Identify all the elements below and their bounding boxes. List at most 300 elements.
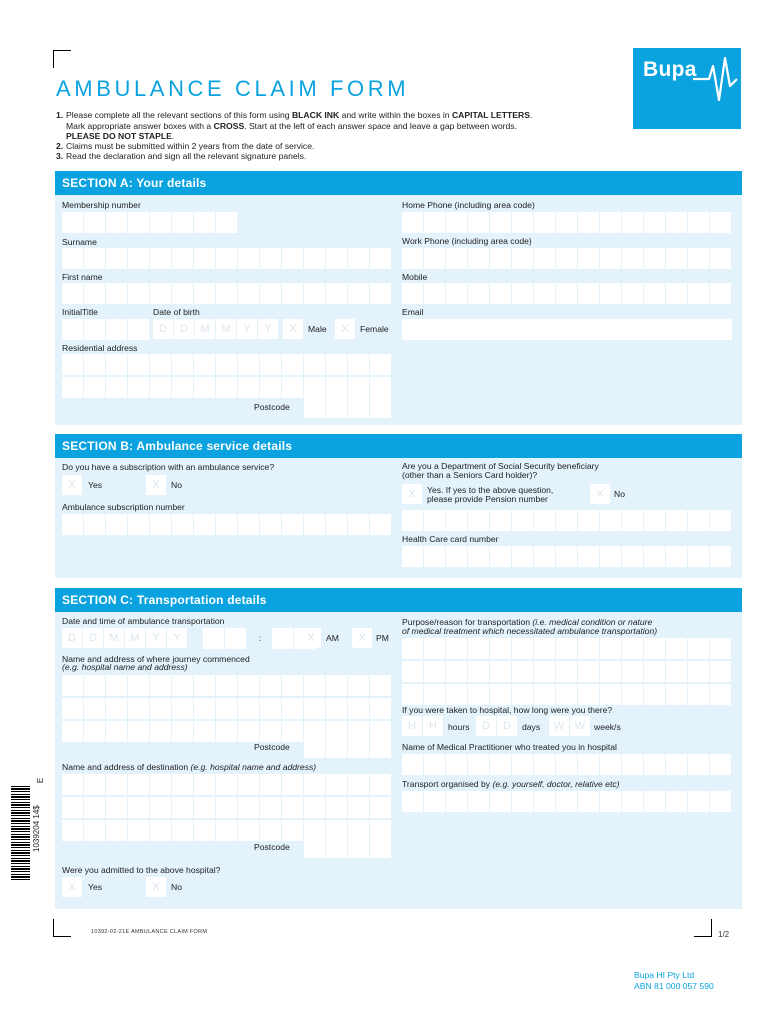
char-box[interactable] [578, 546, 600, 567]
char-box[interactable] [282, 354, 304, 375]
char-box[interactable] [194, 514, 216, 535]
char-box[interactable] [128, 377, 150, 398]
female-checkbox[interactable]: X [335, 319, 355, 339]
char-box[interactable] [348, 354, 370, 375]
char-box[interactable] [194, 283, 216, 304]
char-box[interactable] [194, 698, 216, 719]
char-box[interactable] [622, 546, 644, 567]
char-box[interactable] [402, 754, 424, 775]
char-box[interactable] [150, 514, 172, 535]
date-char-box[interactable]: D [62, 628, 82, 648]
char-box[interactable] [304, 248, 326, 269]
char-box[interactable] [688, 248, 710, 269]
char-box[interactable] [600, 248, 622, 269]
char-box[interactable] [688, 754, 710, 775]
char-box[interactable] [225, 628, 247, 649]
char-box[interactable] [84, 675, 106, 696]
char-box[interactable] [512, 248, 534, 269]
char-box[interactable] [688, 791, 710, 812]
char-box[interactable] [370, 397, 392, 418]
char-box[interactable] [644, 684, 666, 705]
char-box[interactable] [128, 820, 150, 841]
char-box[interactable] [106, 354, 128, 375]
char-box[interactable] [666, 754, 688, 775]
char-box[interactable] [150, 354, 172, 375]
residential-line-2[interactable] [62, 377, 392, 398]
char-box[interactable] [644, 754, 666, 775]
char-box[interactable] [348, 514, 370, 535]
char-box[interactable] [512, 638, 534, 659]
char-box[interactable] [238, 698, 260, 719]
char-box[interactable] [216, 698, 238, 719]
char-box[interactable] [622, 661, 644, 682]
char-box[interactable] [238, 377, 260, 398]
char-box[interactable] [402, 684, 424, 705]
char-box[interactable] [424, 754, 446, 775]
am-checkbox[interactable]: X [301, 628, 321, 648]
char-box[interactable] [216, 354, 238, 375]
char-box[interactable] [600, 212, 622, 233]
char-box[interactable] [326, 514, 348, 535]
char-box[interactable] [688, 283, 710, 304]
char-box[interactable] [468, 754, 490, 775]
char-box[interactable] [62, 774, 84, 795]
char-box[interactable] [446, 638, 468, 659]
char-box[interactable] [84, 283, 106, 304]
char-box[interactable] [556, 546, 578, 567]
char-box[interactable] [468, 248, 490, 269]
char-box[interactable] [534, 546, 556, 567]
char-box[interactable] [84, 319, 106, 340]
char-box[interactable] [128, 212, 150, 233]
char-box[interactable] [84, 698, 106, 719]
char-box[interactable] [84, 248, 106, 269]
char-box[interactable] [688, 638, 710, 659]
char-box[interactable] [468, 283, 490, 304]
char-box[interactable] [150, 212, 172, 233]
char-box[interactable] [128, 774, 150, 795]
char-box[interactable] [62, 514, 84, 535]
char-box[interactable] [512, 283, 534, 304]
email-field[interactable] [402, 319, 732, 340]
pm-checkbox[interactable]: X [352, 628, 372, 648]
char-box[interactable] [282, 698, 304, 719]
char-box[interactable] [304, 397, 326, 418]
char-box[interactable] [370, 514, 392, 535]
char-box[interactable] [424, 283, 446, 304]
char-box[interactable] [238, 248, 260, 269]
char-box[interactable] [424, 684, 446, 705]
char-box[interactable] [194, 377, 216, 398]
origin-line-2[interactable] [62, 698, 392, 719]
char-box[interactable] [62, 820, 84, 841]
char-box[interactable] [62, 248, 84, 269]
char-box[interactable] [490, 638, 512, 659]
char-box[interactable] [260, 721, 282, 742]
char-box[interactable] [424, 510, 446, 531]
char-box[interactable] [534, 510, 556, 531]
char-box[interactable] [84, 212, 106, 233]
char-box[interactable] [534, 791, 556, 812]
weeks-box-1[interactable]: W [549, 716, 569, 736]
char-box[interactable] [556, 510, 578, 531]
date-char-box[interactable]: M [216, 319, 236, 339]
char-box[interactable] [666, 791, 688, 812]
char-box[interactable] [128, 354, 150, 375]
char-box[interactable] [402, 638, 424, 659]
char-box[interactable] [106, 698, 128, 719]
char-box[interactable] [238, 675, 260, 696]
membership-field[interactable] [62, 212, 238, 233]
purpose-line-1[interactable] [402, 638, 732, 659]
char-box[interactable] [644, 283, 666, 304]
char-box[interactable] [370, 797, 392, 818]
char-box[interactable] [710, 283, 732, 304]
char-box[interactable] [238, 283, 260, 304]
char-box[interactable] [172, 774, 194, 795]
char-box[interactable] [260, 820, 282, 841]
date-char-box[interactable]: Y [237, 319, 257, 339]
char-box[interactable] [260, 514, 282, 535]
char-box[interactable] [282, 377, 304, 398]
char-box[interactable] [62, 698, 84, 719]
char-box[interactable] [304, 837, 326, 858]
char-box[interactable] [260, 248, 282, 269]
date-char-box[interactable]: D [174, 319, 194, 339]
char-box[interactable] [468, 791, 490, 812]
char-box[interactable] [578, 638, 600, 659]
char-box[interactable] [600, 754, 622, 775]
char-box[interactable] [556, 754, 578, 775]
char-box[interactable] [326, 737, 348, 758]
char-box[interactable] [710, 212, 732, 233]
char-box[interactable] [446, 283, 468, 304]
destination-line-1[interactable] [62, 774, 392, 795]
char-box[interactable] [238, 820, 260, 841]
char-box[interactable] [534, 684, 556, 705]
char-box[interactable] [128, 514, 150, 535]
char-box[interactable] [282, 774, 304, 795]
char-box[interactable] [106, 283, 128, 304]
health-card-field[interactable] [402, 546, 732, 567]
date-char-box[interactable]: D [153, 319, 173, 339]
char-box[interactable] [238, 354, 260, 375]
char-box[interactable] [216, 774, 238, 795]
char-box[interactable] [666, 510, 688, 531]
char-box[interactable] [370, 774, 392, 795]
char-box[interactable] [62, 319, 84, 340]
char-box[interactable] [490, 510, 512, 531]
char-box[interactable] [260, 354, 282, 375]
char-box[interactable] [106, 721, 128, 742]
char-box[interactable] [446, 248, 468, 269]
admitted-no-checkbox[interactable]: X [146, 877, 166, 897]
char-box[interactable] [370, 283, 392, 304]
pension-number-field[interactable] [402, 510, 732, 531]
char-box[interactable] [203, 628, 225, 649]
char-box[interactable] [216, 212, 238, 233]
subscription-no-checkbox[interactable]: X [146, 475, 166, 495]
char-box[interactable] [424, 546, 446, 567]
char-box[interactable] [348, 397, 370, 418]
char-box[interactable] [710, 546, 732, 567]
work-phone-field[interactable] [402, 248, 732, 269]
char-box[interactable] [556, 283, 578, 304]
char-box[interactable] [688, 661, 710, 682]
char-box[interactable] [578, 791, 600, 812]
char-box[interactable] [370, 675, 392, 696]
char-box[interactable] [468, 212, 490, 233]
char-box[interactable] [172, 354, 194, 375]
char-box[interactable] [326, 675, 348, 696]
char-box[interactable] [490, 791, 512, 812]
char-box[interactable] [216, 283, 238, 304]
char-box[interactable] [128, 319, 150, 340]
dss-yes-checkbox[interactable]: X [402, 484, 422, 504]
char-box[interactable] [216, 721, 238, 742]
hours-box-2[interactable]: H [423, 716, 443, 736]
char-box[interactable] [172, 212, 194, 233]
char-box[interactable] [106, 820, 128, 841]
char-box[interactable] [326, 283, 348, 304]
char-box[interactable] [326, 248, 348, 269]
char-box[interactable] [644, 510, 666, 531]
char-box[interactable] [644, 212, 666, 233]
days-box-2[interactable]: D [497, 716, 517, 736]
char-box[interactable] [348, 377, 370, 398]
char-box[interactable] [62, 212, 84, 233]
char-box[interactable] [556, 212, 578, 233]
char-box[interactable] [326, 797, 348, 818]
char-box[interactable] [446, 661, 468, 682]
char-box[interactable] [106, 319, 128, 340]
char-box[interactable] [106, 514, 128, 535]
char-box[interactable] [128, 797, 150, 818]
char-box[interactable] [710, 638, 732, 659]
char-box[interactable] [402, 283, 424, 304]
char-box[interactable] [424, 212, 446, 233]
weeks-box-2[interactable]: W [570, 716, 590, 736]
char-box[interactable] [556, 248, 578, 269]
char-box[interactable] [326, 354, 348, 375]
mobile-field[interactable] [402, 283, 732, 304]
char-box[interactable] [688, 684, 710, 705]
char-box[interactable] [644, 638, 666, 659]
char-box[interactable] [622, 791, 644, 812]
char-box[interactable] [304, 698, 326, 719]
char-box[interactable] [62, 377, 84, 398]
char-box[interactable] [534, 212, 556, 233]
char-box[interactable] [688, 212, 710, 233]
char-box[interactable] [304, 377, 326, 398]
char-box[interactable] [468, 638, 490, 659]
char-box[interactable] [710, 791, 732, 812]
origin-postcode-field[interactable] [304, 737, 392, 758]
char-box[interactable] [446, 684, 468, 705]
char-box[interactable] [644, 248, 666, 269]
char-box[interactable] [216, 248, 238, 269]
char-box[interactable] [622, 212, 644, 233]
char-box[interactable] [172, 797, 194, 818]
admitted-yes-checkbox[interactable]: X [62, 877, 82, 897]
char-box[interactable] [666, 638, 688, 659]
char-box[interactable] [710, 661, 732, 682]
char-box[interactable] [666, 684, 688, 705]
char-box[interactable] [534, 248, 556, 269]
char-box[interactable] [534, 638, 556, 659]
char-box[interactable] [150, 248, 172, 269]
date-char-box[interactable]: Y [146, 628, 166, 648]
char-box[interactable] [490, 754, 512, 775]
char-box[interactable] [172, 377, 194, 398]
postcode-field-a[interactable] [304, 397, 392, 418]
char-box[interactable] [282, 797, 304, 818]
char-box[interactable] [84, 514, 106, 535]
char-box[interactable] [370, 248, 392, 269]
char-box[interactable] [490, 212, 512, 233]
char-box[interactable] [238, 774, 260, 795]
char-box[interactable] [512, 546, 534, 567]
hours-box-1[interactable]: H [402, 716, 422, 736]
char-box[interactable] [348, 774, 370, 795]
char-box[interactable] [326, 774, 348, 795]
char-box[interactable] [446, 754, 468, 775]
char-box[interactable] [512, 212, 534, 233]
char-box[interactable] [666, 248, 688, 269]
destination-line-2[interactable] [62, 797, 392, 818]
surname-field[interactable] [62, 248, 392, 269]
char-box[interactable] [348, 698, 370, 719]
male-checkbox[interactable]: X [283, 319, 303, 339]
char-box[interactable] [512, 791, 534, 812]
char-box[interactable] [128, 675, 150, 696]
days-box-1[interactable]: D [476, 716, 496, 736]
char-box[interactable] [688, 510, 710, 531]
char-box[interactable] [446, 510, 468, 531]
date-char-box[interactable]: Y [258, 319, 278, 339]
char-box[interactable] [644, 791, 666, 812]
char-box[interactable] [172, 514, 194, 535]
char-box[interactable] [622, 283, 644, 304]
transport-organised-field[interactable] [402, 791, 732, 812]
char-box[interactable] [468, 684, 490, 705]
char-box[interactable] [128, 283, 150, 304]
date-char-box[interactable]: M [104, 628, 124, 648]
char-box[interactable] [272, 628, 294, 649]
char-box[interactable] [326, 698, 348, 719]
initial-title-field[interactable] [62, 319, 150, 340]
char-box[interactable] [666, 661, 688, 682]
char-box[interactable] [84, 721, 106, 742]
char-box[interactable] [304, 283, 326, 304]
char-box[interactable] [446, 546, 468, 567]
char-box[interactable] [402, 248, 424, 269]
char-box[interactable] [600, 684, 622, 705]
char-box[interactable] [106, 675, 128, 696]
char-box[interactable] [326, 837, 348, 858]
char-box[interactable] [238, 514, 260, 535]
char-box[interactable] [600, 510, 622, 531]
char-box[interactable] [578, 283, 600, 304]
char-box[interactable] [490, 546, 512, 567]
char-box[interactable] [150, 283, 172, 304]
char-box[interactable] [62, 721, 84, 742]
char-box[interactable] [622, 754, 644, 775]
char-box[interactable] [304, 774, 326, 795]
char-box[interactable] [260, 377, 282, 398]
char-box[interactable] [260, 698, 282, 719]
char-box[interactable] [424, 248, 446, 269]
char-box[interactable] [578, 212, 600, 233]
char-box[interactable] [402, 212, 424, 233]
practitioner-field[interactable] [402, 754, 732, 775]
char-box[interactable] [348, 248, 370, 269]
char-box[interactable] [370, 698, 392, 719]
char-box[interactable] [194, 354, 216, 375]
char-box[interactable] [150, 797, 172, 818]
char-box[interactable] [128, 698, 150, 719]
char-box[interactable] [512, 661, 534, 682]
char-box[interactable] [62, 283, 84, 304]
char-box[interactable] [600, 546, 622, 567]
char-box[interactable] [84, 354, 106, 375]
char-box[interactable] [600, 661, 622, 682]
char-box[interactable] [128, 248, 150, 269]
char-box[interactable] [194, 721, 216, 742]
char-box[interactable] [84, 797, 106, 818]
char-box[interactable] [150, 774, 172, 795]
char-box[interactable] [710, 248, 732, 269]
char-box[interactable] [260, 675, 282, 696]
char-box[interactable] [216, 377, 238, 398]
char-box[interactable] [150, 721, 172, 742]
char-box[interactable] [216, 797, 238, 818]
char-box[interactable] [282, 721, 304, 742]
char-box[interactable] [490, 248, 512, 269]
char-box[interactable] [106, 212, 128, 233]
char-box[interactable] [622, 248, 644, 269]
char-box[interactable] [128, 721, 150, 742]
char-box[interactable] [666, 212, 688, 233]
char-box[interactable] [282, 283, 304, 304]
char-box[interactable] [370, 377, 392, 398]
char-box[interactable] [446, 791, 468, 812]
char-box[interactable] [260, 774, 282, 795]
residential-line-1[interactable] [62, 354, 392, 375]
date-char-box[interactable]: M [125, 628, 145, 648]
char-box[interactable] [172, 698, 194, 719]
char-box[interactable] [282, 514, 304, 535]
char-box[interactable] [534, 661, 556, 682]
char-box[interactable] [490, 684, 512, 705]
char-box[interactable] [578, 754, 600, 775]
char-box[interactable] [446, 212, 468, 233]
char-box[interactable] [260, 797, 282, 818]
char-box[interactable] [424, 791, 446, 812]
char-box[interactable] [512, 684, 534, 705]
char-box[interactable] [622, 638, 644, 659]
char-box[interactable] [84, 774, 106, 795]
char-box[interactable] [326, 397, 348, 418]
date-char-box[interactable]: D [83, 628, 103, 648]
char-box[interactable] [194, 774, 216, 795]
char-box[interactable] [172, 820, 194, 841]
subscription-number-field[interactable] [62, 514, 392, 535]
char-box[interactable] [578, 684, 600, 705]
char-box[interactable] [238, 721, 260, 742]
char-box[interactable] [62, 675, 84, 696]
char-box[interactable] [172, 675, 194, 696]
